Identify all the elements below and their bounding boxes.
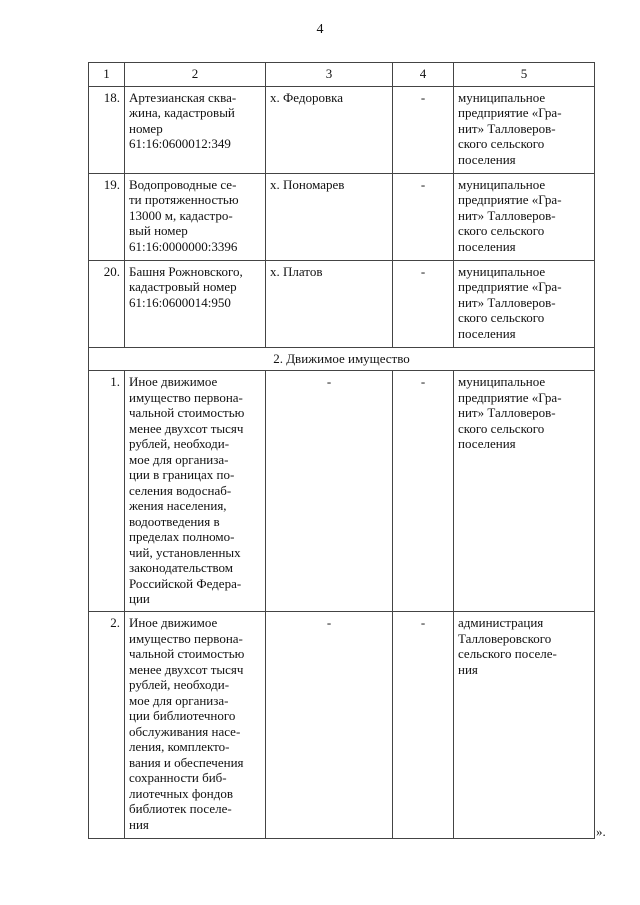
object-location: х. Платов xyxy=(266,260,393,347)
header-col-2: 2 xyxy=(125,63,266,87)
object-location: - xyxy=(266,371,393,612)
holder-name: администрация Талловеровского сельского поселе- ния xyxy=(454,612,595,839)
table-row xyxy=(89,86,595,173)
object-location: х. Федоровка xyxy=(266,86,393,173)
header-col-3: 3 xyxy=(266,63,393,87)
section-row xyxy=(89,347,595,371)
object-location: - xyxy=(266,612,393,839)
table-row xyxy=(89,173,595,260)
column-4-value: - xyxy=(393,260,454,347)
table-row xyxy=(89,260,595,347)
page-number: 4 xyxy=(316,22,324,37)
holder-name: муниципальное предприятие «Гра- нит» Талловеров- ского сельского поселения xyxy=(454,371,595,612)
row-number: 2. xyxy=(89,612,125,839)
table-row xyxy=(89,371,595,612)
row-number: 1. xyxy=(89,371,125,612)
header-col-1: 1 xyxy=(89,63,125,87)
column-4-value: - xyxy=(393,86,454,173)
closing-quote-mark: ». xyxy=(596,824,606,839)
table-header-row xyxy=(89,63,595,87)
header-col-5: 5 xyxy=(454,63,595,87)
holder-name: муниципальное предприятие «Гра- нит» Талловеров- ского сельского поселения xyxy=(454,86,595,173)
column-4-value: - xyxy=(393,612,454,839)
column-4-value: - xyxy=(393,371,454,612)
property-table xyxy=(88,62,595,839)
object-name: Артезианская сква- жина, кадастровый номер 61:16:0600012:349 xyxy=(125,86,266,173)
section-heading-movable: 2. Движимое имущество xyxy=(89,347,595,371)
object-name: Иное движимое имущество первона- чальной стоимостью менее двухсот тысяч рублей, необходи- мое для организа- ции в границах по- селения водоснаб- жения населения, водоотведения в пределах полномо- чий, установленных законодательством Российской Федера- ции xyxy=(125,371,266,612)
object-location: х. Пономарев xyxy=(266,173,393,260)
object-name: Водопроводные се- ти протяженностью 13000 м, кадастро- вый номер 61:16:0000000:3396 xyxy=(125,173,266,260)
holder-name: муниципальное предприятие «Гра- нит» Талловеров- ского сельского поселения xyxy=(454,173,595,260)
table-row xyxy=(89,612,595,839)
holder-name: муниципальное предприятие «Гра- нит» Талловеров- ского сельского поселения xyxy=(454,260,595,347)
row-number: 18. xyxy=(89,86,125,173)
row-number: 20. xyxy=(89,260,125,347)
column-4-value: - xyxy=(393,173,454,260)
header-col-4: 4 xyxy=(393,63,454,87)
row-number: 19. xyxy=(89,173,125,260)
object-name: Иное движимое имущество первона- чальной стоимостью менее двухсот тысяч рублей, необходи- мое для организа- ции библиотечного обслуживания насе- ления, комплекто- вания и обеспечения сохранности биб- лиотечных фондов библиотек поселе- ния xyxy=(125,612,266,839)
object-name: Башня Рожновского, кадастровый номер 61:16:0600014:950 xyxy=(125,260,266,347)
